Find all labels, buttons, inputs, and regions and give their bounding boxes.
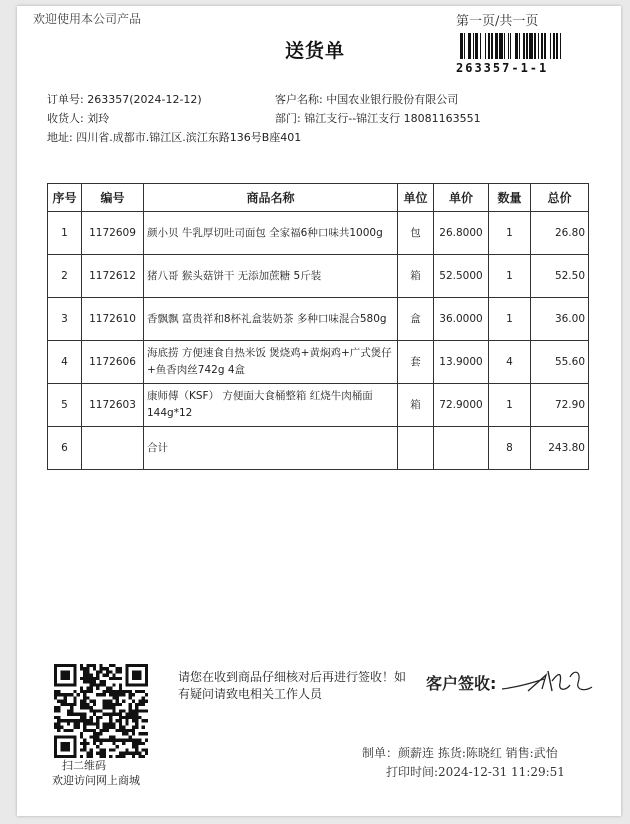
header-code: 编号 bbox=[82, 184, 144, 212]
cell-quantity: 4 bbox=[489, 341, 531, 384]
receiver-row bbox=[47, 110, 109, 126]
cell-total-quantity: 8 bbox=[489, 427, 531, 470]
table-row bbox=[48, 384, 589, 427]
cell-code: 1172606 bbox=[82, 341, 144, 384]
cell-total: 26.80 bbox=[531, 212, 589, 255]
cell-unit: 箱 bbox=[398, 255, 434, 298]
table-row bbox=[48, 298, 589, 341]
cell-quantity: 1 bbox=[489, 384, 531, 427]
barcode-text: 263357-1-1 bbox=[456, 61, 549, 75]
cell-product-name: 猪八哥 猴头菇饼干 无添加蔗糖 5斤装 bbox=[144, 255, 398, 298]
address-value: 四川省.成都市.锦江区.滨江东路136号B座401 bbox=[76, 131, 302, 144]
barcode-bar bbox=[561, 33, 564, 59]
cell-index: 3 bbox=[48, 298, 82, 341]
cell-quantity: 1 bbox=[489, 212, 531, 255]
cell-code: 1172610 bbox=[82, 298, 144, 341]
receiver-label: 收货人: bbox=[47, 112, 84, 125]
header-quantity: 数量 bbox=[489, 184, 531, 212]
cell-unit-price: 26.8000 bbox=[434, 212, 489, 255]
total-row bbox=[48, 427, 589, 470]
customer-signature-label: 客户签收: bbox=[426, 674, 497, 693]
cell-total: 36.00 bbox=[531, 298, 589, 341]
cell-total: 72.90 bbox=[531, 384, 589, 427]
cell-index: 1 bbox=[48, 212, 82, 255]
customer-signature bbox=[498, 661, 594, 701]
table-row bbox=[48, 341, 589, 384]
order-number-row bbox=[47, 91, 202, 107]
table-row bbox=[48, 212, 589, 255]
cell-unit: 包 bbox=[398, 212, 434, 255]
cell-quantity: 1 bbox=[489, 298, 531, 341]
receiver-value: 刘玲 bbox=[87, 112, 110, 125]
cell-total: 55.60 bbox=[531, 341, 589, 384]
cell-unit bbox=[398, 427, 434, 470]
welcome-text: 欢迎使用本公司产品 bbox=[33, 12, 142, 26]
department-value: 锦江支行--锦江支行 18081163551 bbox=[304, 112, 481, 125]
cell-unit-price: 36.0000 bbox=[434, 298, 489, 341]
cell-unit: 套 bbox=[398, 341, 434, 384]
cell-unit-price: 72.9000 bbox=[434, 384, 489, 427]
header-unit-price: 单价 bbox=[434, 184, 489, 212]
scan-qr-caption: 扫二维码 bbox=[62, 759, 106, 772]
header-total: 总价 bbox=[531, 184, 589, 212]
cell-product-name: 颜小贝 牛乳厚切吐司面包 全家福6种口味共1000g bbox=[144, 212, 398, 255]
cell-product-name: 海底捞 方便速食自热米饭 煲烧鸡+黄焖鸡+广式煲仔+鱼香肉丝742g 4盒 bbox=[144, 341, 398, 384]
customer-label: 客户名称: bbox=[275, 93, 323, 106]
qr-code bbox=[54, 664, 148, 758]
cell-quantity: 1 bbox=[489, 255, 531, 298]
document-title: 送货单 bbox=[284, 40, 345, 62]
cell-unit-price bbox=[434, 427, 489, 470]
cell-product-name: 康师傅（KSF） 方便面大食桶整箱 红烧牛肉桶面144g*12 bbox=[144, 384, 398, 427]
cell-code bbox=[82, 427, 144, 470]
header-unit: 单位 bbox=[398, 184, 434, 212]
cell-unit: 盒 bbox=[398, 298, 434, 341]
order-number-label: 订单号: bbox=[47, 93, 84, 106]
cell-product-name: 香飘飘 富贵祥和8杯礼盒装奶茶 多种口味混合580g bbox=[144, 298, 398, 341]
items-table bbox=[47, 183, 589, 470]
cell-grand-total: 243.80 bbox=[531, 427, 589, 470]
cell-code: 1172603 bbox=[82, 384, 144, 427]
department-label: 部门: bbox=[275, 112, 301, 125]
header-index: 序号 bbox=[48, 184, 82, 212]
customer-row bbox=[275, 91, 458, 107]
cell-code: 1172612 bbox=[82, 255, 144, 298]
table-row bbox=[48, 255, 589, 298]
table-header-row bbox=[48, 184, 589, 212]
visit-shop-caption: 欢迎访问网上商城 bbox=[52, 774, 140, 787]
header-product-name: 商品名称 bbox=[144, 184, 398, 212]
staff-info: 制单：颜薪连 拣货:陈晓红 销售:武怡 bbox=[362, 746, 558, 760]
customer-value: 中国农业银行股份有限公司 bbox=[326, 93, 459, 106]
cell-unit: 箱 bbox=[398, 384, 434, 427]
department-row bbox=[275, 110, 481, 126]
cell-index: 6 bbox=[48, 427, 82, 470]
sign-notice: 请您在收到商品仔细核对后再进行签收！如有疑问请致电相关工作人员 bbox=[178, 670, 407, 701]
cell-total: 52.50 bbox=[531, 255, 589, 298]
cell-code: 1172609 bbox=[82, 212, 144, 255]
cell-unit-price: 52.5000 bbox=[434, 255, 489, 298]
barcode bbox=[460, 33, 564, 59]
cell-total-label: 合计 bbox=[144, 427, 398, 470]
print-time: 打印时间:2024-12-31 11:29:51 bbox=[386, 765, 565, 779]
cell-index: 5 bbox=[48, 384, 82, 427]
cell-index: 2 bbox=[48, 255, 82, 298]
address-row bbox=[47, 129, 301, 145]
page-info: 第一页/共一页 bbox=[456, 14, 539, 29]
cell-unit-price: 13.9000 bbox=[434, 341, 489, 384]
order-number-value: 263357(2024-12-12) bbox=[87, 93, 202, 106]
cell-index: 4 bbox=[48, 341, 82, 384]
address-label: 地址: bbox=[47, 131, 73, 144]
